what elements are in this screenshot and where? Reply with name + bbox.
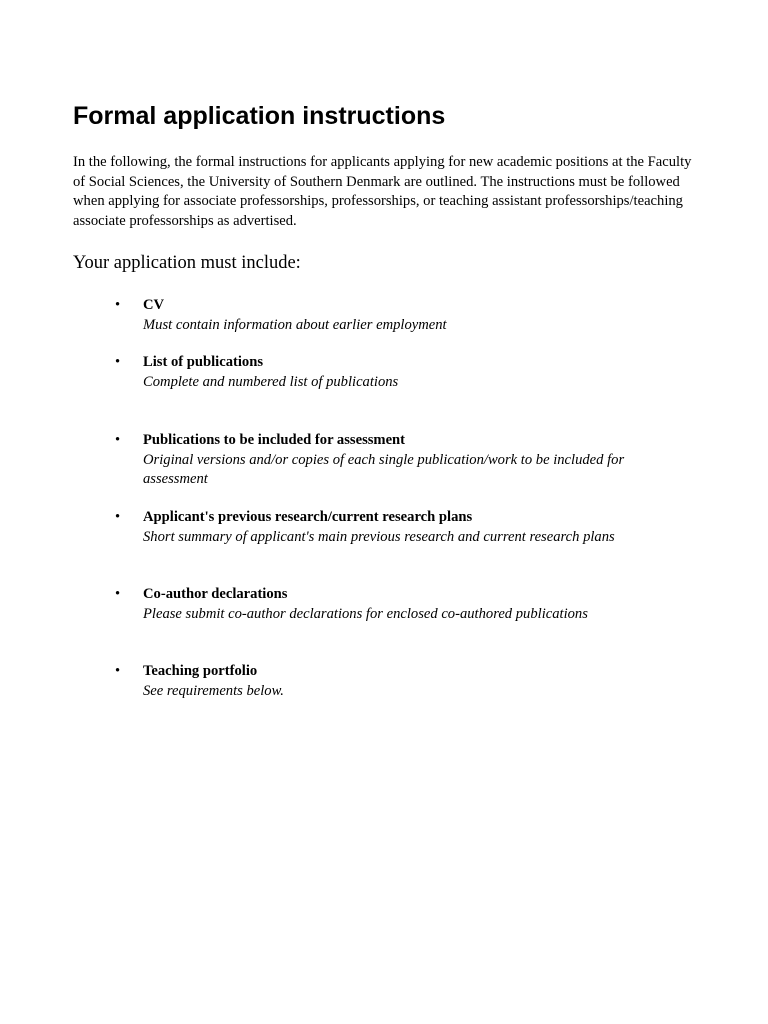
list-item-description: See requirements below. (143, 682, 284, 699)
bullet-icon: • (115, 354, 121, 370)
bullet-icon: • (115, 432, 121, 448)
page-title: Formal application instructions (73, 102, 446, 130)
list-item-description: Original versions and/or copies of each single publication/work to be included for assessment (143, 451, 625, 487)
list-item-title: Applicant's previous research/current research plans (143, 509, 473, 525)
bullet-icon: • (115, 586, 121, 602)
bullet-icon: • (115, 663, 121, 679)
list-item-description: Short summary of applicant's main previous research and current research plans (143, 528, 615, 545)
list-item-text (143, 353, 683, 392)
list-item-title: List of publications (143, 354, 264, 370)
bullet-icon: • (115, 509, 121, 525)
list-item-description: Must contain information about earlier employment (143, 316, 447, 333)
list-item-text (143, 508, 683, 547)
list-item-description: Please submit co-author declarations for enclosed co-authored publications (143, 605, 588, 622)
bullet-icon: • (115, 297, 121, 313)
list-item-text (143, 662, 683, 701)
list-item-text (143, 585, 683, 624)
list-item-title: Co-author declarations (143, 586, 288, 602)
list-item-title: CV (143, 297, 165, 313)
list-item-title: Teaching portfolio (143, 663, 258, 679)
requirements-heading: Your application must include: (73, 253, 301, 273)
list-item-description: Complete and numbered list of publications (143, 373, 399, 390)
list-item-title: Publications to be included for assessment (143, 432, 406, 448)
intro-paragraph: In the following, the formal instructions for applicants applying for new academic positions at the Faculty of Social Sciences, the University of Southern Denmark are outlined. The instructions must be followed when applying for associate professorships, professorships, or teaching assistant professorships/teaching associate professorships as advertised. (73, 154, 692, 229)
list-item-text (143, 296, 683, 335)
list-item-text (143, 431, 683, 490)
